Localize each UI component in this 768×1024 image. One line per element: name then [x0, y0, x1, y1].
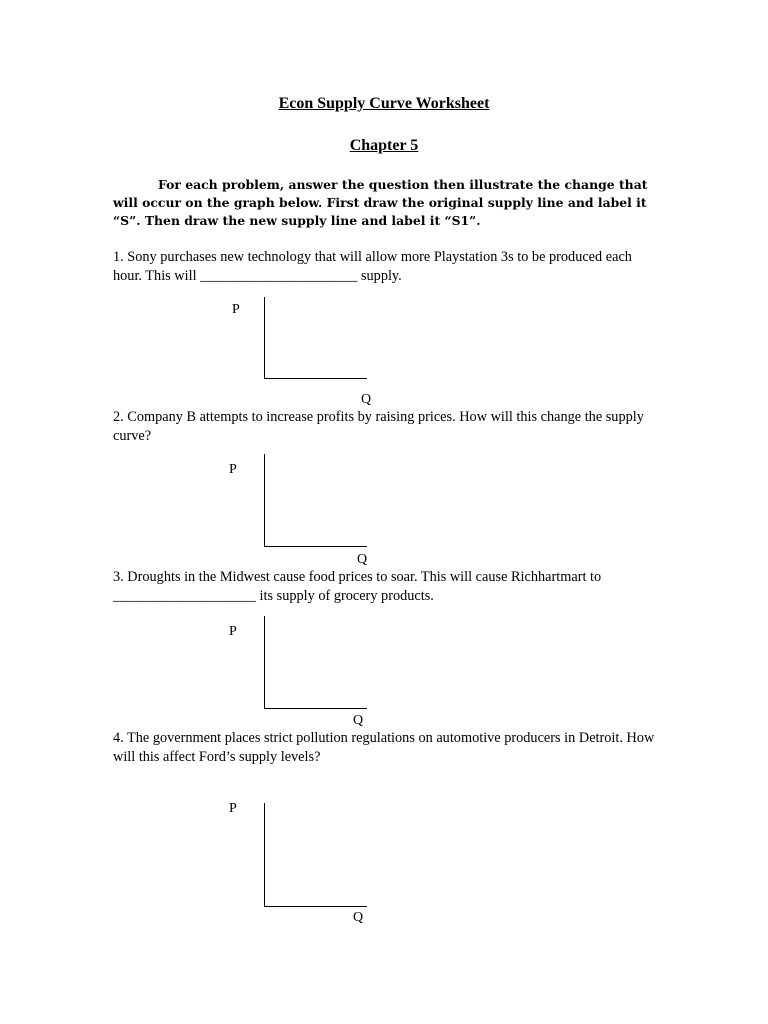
question-2-y-axis	[264, 454, 265, 547]
question-3-x-axis	[264, 708, 367, 709]
question-1-y-axis	[264, 297, 265, 379]
question-3-text: 3. Droughts in the Midwest cause food prices to soar. This will cause Richhartmart to ____________________ its supply of grocery products.	[113, 569, 602, 604]
question-2-text: 2. Company B attempts to increase profits by raising prices. How will this change the supply curve?	[113, 409, 644, 444]
question-1-q-label: Q	[361, 392, 372, 407]
question-1-text: 1. Sony purchases new technology that will allow more Playstation 3s to be produced each hour. This will ______________________ supply.	[113, 249, 632, 284]
question-1-x-axis	[264, 378, 367, 379]
question-3-y-axis	[264, 616, 265, 709]
question-3-p-label: P	[229, 624, 237, 639]
worksheet-title: Econ Supply Curve Worksheet	[278, 95, 490, 112]
question-4-p-label: P	[229, 801, 237, 816]
question-2-p-label: P	[229, 462, 237, 477]
question-1-p-label: P	[232, 302, 240, 317]
instructions-paragraph: For each problem, answer the question then illustrate the change that will occur on the graph below. First draw the original supply line and label it “S”. Then draw the new supply line and label it “S1”.	[113, 177, 648, 228]
question-4-y-axis	[264, 803, 265, 907]
question-2-x-axis	[264, 546, 367, 547]
question-2-q-label: Q	[357, 552, 368, 567]
question-4-q-label: Q	[353, 910, 364, 925]
question-4-x-axis	[264, 906, 367, 907]
question-4-text: 4. The government places strict pollution regulations on automotive producers in Detroit. How will this affect Ford’s supply levels?	[113, 730, 655, 765]
question-3-q-label: Q	[353, 713, 364, 728]
chapter-heading: Chapter 5	[349, 137, 419, 154]
